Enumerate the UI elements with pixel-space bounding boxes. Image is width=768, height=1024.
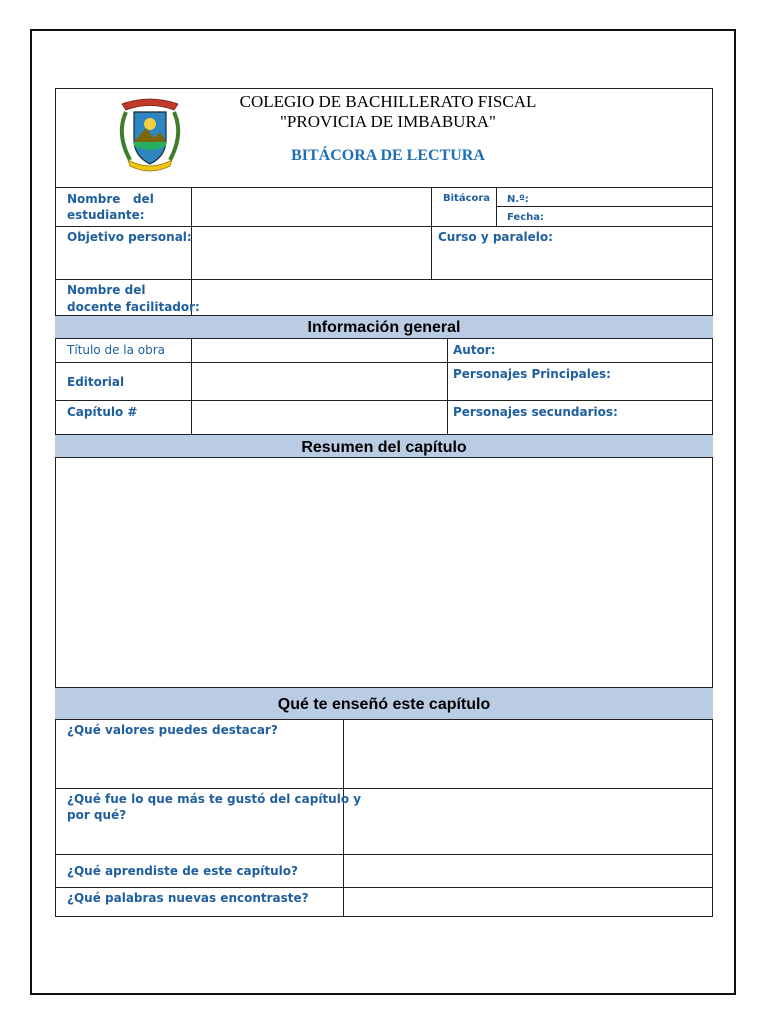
chapter-field[interactable] (192, 401, 447, 434)
main-characters-label: Personajes Principales: (453, 367, 611, 381)
question-new-words: ¿Qué palabras nuevas encontraste? (67, 891, 309, 905)
chapter-label: Capítulo # (67, 405, 138, 419)
number-field[interactable] (540, 188, 712, 206)
student-name-label-2: estudiante: (67, 208, 145, 222)
teacher-field[interactable] (192, 280, 712, 315)
student-name-label-1: Nombre del (67, 192, 154, 206)
lessons-heading: Qué te enseñó este capítulo (55, 687, 713, 720)
objective-label: Objetivo personal: (67, 230, 192, 244)
publisher-field[interactable] (192, 363, 447, 400)
school-emblem (112, 94, 188, 174)
title-label: Título de la obra (67, 343, 166, 357)
title-field[interactable] (192, 339, 447, 361)
answer-liked[interactable] (344, 789, 712, 854)
divider (447, 338, 448, 434)
school-name-line1: COLEGIO DE BACHILLERATO FISCAL (239, 92, 537, 111)
objective-field[interactable] (192, 227, 431, 279)
date-label: Fecha: (507, 212, 545, 223)
teacher-label-2: docente facilitador: (67, 300, 200, 314)
teacher-label-1: Nombre del (67, 283, 146, 297)
question-liked-line2: por qué? (67, 808, 127, 822)
school-name-line2: "PROVICIA DE IMBABURA" (279, 112, 496, 131)
author-label: Autor: (453, 343, 496, 357)
bitacora-label: Bitácora (443, 193, 491, 204)
divider (431, 187, 432, 279)
answer-new-words[interactable] (344, 888, 712, 916)
summary-text-area[interactable] (56, 458, 712, 686)
question-values: ¿Qué valores puedes destacar? (67, 723, 278, 737)
secondary-characters-label: Personajes secundarios: (453, 405, 618, 419)
number-label: N.º: (507, 194, 529, 205)
publisher-label: Editorial (67, 375, 125, 389)
answer-learned[interactable] (344, 855, 712, 887)
question-liked-line1: ¿Qué fue lo que más te gustó del capítulo y (67, 792, 362, 806)
question-learned: ¿Qué aprendiste de este capítulo? (67, 864, 298, 878)
general-info-heading: Información general (55, 315, 713, 339)
student-name-field[interactable] (192, 188, 431, 226)
date-field[interactable] (545, 208, 712, 226)
divider (496, 206, 713, 207)
summary-heading: Resumen del capítulo (55, 434, 713, 458)
course-label: Curso y paralelo: (438, 230, 553, 244)
form-title: BITÁCORA DE LECTURA (291, 147, 485, 164)
answer-values[interactable] (344, 720, 712, 788)
